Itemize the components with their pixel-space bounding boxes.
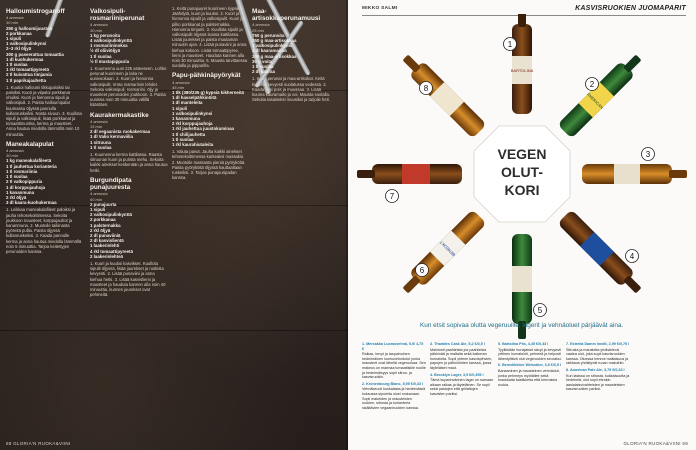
recipe-ingredient: 1 tl chilijauhetta	[172, 131, 206, 137]
recipe-servings: 4 annosta	[6, 148, 24, 154]
recipe-ingredient: 2 dl punaviiniä	[90, 232, 121, 238]
recipe-ingredient: 1 rkl jauhettua juustokuminaa	[172, 126, 234, 132]
recipe-column-4	[252, 4, 330, 102]
beer-note-title: 8. American Pale Ale, 3,79 €/0,33 l	[566, 367, 625, 372]
recipe-column-2	[90, 4, 168, 297]
recipe-column-1	[6, 4, 82, 254]
bottle-label-text: AMERICAN	[585, 91, 605, 111]
recipe-ingredient: 1 palsternakka	[90, 222, 121, 228]
recipe-ingredient: 1 sipuli	[6, 36, 22, 42]
recipe-ingredient: 2 rkl öljyä	[90, 227, 111, 233]
beer-bottle	[557, 50, 646, 139]
center-label-line-1: VEGEN	[497, 146, 547, 162]
beer-note-title: 2. Kronenbourg Blanc, 5,95 €/0,33 l	[362, 381, 424, 386]
bottle-number-badge	[504, 38, 517, 51]
recipe-title: Maa-artisokkaperunamuusi	[252, 8, 321, 23]
recipe-ingredient: 1 dl manteleita	[172, 100, 203, 106]
bottle-number-badge	[386, 190, 399, 203]
recipe-time: 60 min	[90, 196, 103, 202]
recipe-ingredient: 1 dl kauramaitoa	[252, 48, 287, 54]
recipe-ingredient: 1 tl jauhettua korianteria	[6, 163, 57, 169]
beer-note-body: Tämä kuparinvärinen lager on samaan aikaan raikas ja täyteläinen. Se sopii sekä pastojen että grillattujen kasvisten pariksi.	[430, 378, 494, 396]
recipe-ingredient: 250 g maa-artisokkaa	[252, 38, 297, 44]
recipe-servings: 4 annosta	[90, 22, 108, 28]
beer-note-body: Banaaninen ja mausteinen vehnäolut, jonka pehmeys myötäilee sekä maukkaita kastikkeita että kermaisia ruokia.	[498, 368, 560, 387]
recipe-servings: 4 annosta	[90, 191, 108, 197]
beer-note-body: Vehnäkeuoli kuskalasta ja hedelmäisiä kuksussa sipuleita oluel mukanaan. Sopii makeiden ja mausteisten ruokien, sitrusta ja korianteria sisältävien vegaaniruokien kanssa.	[362, 387, 426, 410]
recipe-ingredient: 30 g voita	[252, 58, 273, 64]
recipe-ingredient: 2 punajuurta	[90, 201, 117, 207]
recipe-ingredient: 1 dl kuohukermaa	[6, 56, 44, 62]
recipe-ingredient: 2 tl kuivattua timjamia	[6, 72, 52, 78]
recipe-method: 1. Leikkaa maneakalafileet paloiksi ja jauha tehosekoittimessa. Sekoita joukkoon mausteet, korppujauhot ja kananmuna. 2. Muotoile taikinasta pyöreitä pullia. Paista öljyssä kullanruskeiksi. 3. Kaada pannulle kerma ja anna hautua miedolla lämmöllä noin 5 minuuttia. Tarjoa keitettyjen perunoiden kanssa.	[6, 207, 82, 254]
recipe-ingredient: 1 tlk (380/235 g) kypsiä kikherneitä	[172, 90, 244, 96]
svg-text:2: 2	[589, 80, 595, 89]
beer-bottle	[357, 164, 462, 184]
recipe-ingredient: 2 rkl korppujauhoja	[172, 121, 213, 127]
recipe-ingredient: 1 kananmuna	[6, 189, 35, 195]
svg-text:5: 5	[537, 306, 543, 315]
recipe-servings: 4 annosta	[6, 15, 24, 21]
recipe-ingredient: 1 tl suolaa	[90, 53, 112, 59]
recipe-ingredient: 4 rkl tomaattipyreetä	[90, 248, 133, 254]
recipe-ingredient: 1 dl hasselpähkinöitä	[172, 95, 217, 101]
bottle-number-badge	[586, 78, 599, 91]
section-title: KASVISRUOKIEN JUOMAPARIT	[575, 5, 686, 12]
recipe-time: 25 min	[252, 27, 265, 33]
recipe-ingredient: 2 dl vegaanista ruokakermaa	[90, 129, 151, 135]
recipe-ingredient: 750 g perunoita	[252, 32, 285, 38]
recipe-ingredient: 1 sipuli	[172, 105, 188, 111]
recipe-ingredient: 300 g paseerattua tomaattia	[6, 51, 64, 57]
recipe-ingredient: 1 kg perunoita	[90, 32, 121, 38]
beer-note-body: Sitrusta ja mausteita yhdistelevä vaalea olut, joka sopii kasvisruokien kanssa. Oluessa hennot maltaisuus ja raikkaus yhdistyvät ruoan makuihin.	[566, 347, 629, 366]
beer-bottle	[398, 50, 486, 138]
recipe-ingredient: 1 tl suolaa	[252, 64, 274, 70]
recipe-title: Kaurakermakastike	[90, 111, 149, 119]
beer-note-title: 5. Bartolina Pils, 4,45 €/0,33 l	[498, 342, 549, 346]
beer-bottle-wheel	[348, 14, 696, 344]
recipe-ingredient: 2 dl kasvislientä	[90, 238, 124, 244]
recipe-time: 30 min	[6, 153, 19, 159]
recipe-ingredient: 2 dl kauraa	[252, 69, 275, 75]
recipe-time: 15 min	[90, 124, 103, 130]
recipe-ingredient: 1 tl rosmariinia	[6, 168, 38, 174]
recipe-ingredient: 1 tl suolaa	[172, 136, 194, 142]
beer-note-body: Kun lasissa on sitrusta, kukkaisuutta ja hedelmiä, olut sopii etenkin aasialaisvivahteisten ja mausteisten kasvisruokien pariksi.	[566, 373, 630, 392]
recipe-ingredient: 2–3 rkl öljyä	[6, 46, 32, 52]
svg-text:6: 6	[419, 266, 425, 275]
svg-text:3: 3	[645, 150, 651, 159]
recipe-method: 1. Kuumenna kerma kattilassa. Raasta sitruunan kuori ja purista mehu. Sekoita kaikki ainekset keskenään ja anna hautua hetki.	[90, 152, 168, 173]
recipe-ingredient: 1 dl Valio kermaviilia	[90, 134, 133, 140]
recipe-title: Maneakalapulat	[6, 140, 54, 148]
page-folio-right: GLORIA'N RUOKA&VIINI 69	[623, 441, 688, 446]
recipe-ingredient: 2 porkkanaa	[90, 217, 116, 223]
recipe-ingredient: 2 porkkanaa	[6, 30, 32, 36]
wood-plank-line	[0, 330, 348, 331]
beer-note-body: Mainiosti paahteista jos paahteisia pähkinää ja maltaita sekä katkeran humaloita. Sopii yhteen kasvispihvien, papujen ja pähkinöiden kanssa, jossa täyteläiset maut.	[430, 347, 493, 370]
author-name: MIKKO SALMI	[362, 6, 398, 11]
recipe-ingredient: 1 kg maneakalafileetä	[6, 158, 52, 164]
recipe-ingredient: 1 valkosipulinkynsi	[172, 110, 213, 116]
svg-text:4: 4	[629, 252, 635, 261]
recipe-ingredient: 1 sipuli	[90, 206, 106, 212]
recipe-method: 1. Kuutioi halloumi tikkupaloiksi tai paloiksi. Kuori ja viipaloi porkkanat ohuiksi. Kuori ja hienonna sipuli ja valkosipuli. 2. Paista halloumipalat kuumassa öljyssä pannulla kullanruskeiksi. Nosta sivuun. 3. Kuullota sipuli ja valkosipuli, lisää porkkanat ja tomaattimurska, kerma ja mausteet. Anna hautua miedolla lämmöllä noin 10 minuuttia.	[6, 84, 82, 137]
recipe-method: 1. Valuta pavut. Jauha kaikki ainekset tehosekoittimessa karkeaksi massaksi. 2. Muotoile massasta pieniä pyöryköitä. Paista pyöryköitä öljyssä kauttaaltaan ruskeiksi. 3. Tarjoa punajuuripadan kanssa.	[172, 149, 246, 181]
bottle-number-badge	[420, 82, 433, 95]
recipe-title: Valkosipuli-rosmariiniperunat	[90, 8, 145, 23]
recipe-ingredient: 1 valkosipulinkynsi	[252, 43, 293, 49]
recipe-ingredient: 1 tl suolaa	[90, 144, 112, 150]
beer-note-body: Tyylikkään hunajaiset sävyt ja kevyesti yrttinen humalointi, pehmeä ja helposti lähestyttävä olut vegeruokien seuraksi.	[498, 347, 562, 361]
beer-bottle	[511, 14, 534, 114]
recipe-ingredient: 3 dl kaura-kuohukermaa	[6, 200, 57, 206]
recipe-column-3	[172, 4, 248, 181]
recipe-ingredient: 1 rosmariininoksa	[90, 43, 128, 49]
beer-bottle	[398, 209, 487, 298]
beer-bottle	[582, 164, 687, 184]
recipe-ingredient: 1 laakerinlehti	[90, 243, 120, 249]
beer-note-title: 6. Benediktiner Weissbier, 3,5 €/0,5 l	[498, 363, 562, 368]
recipe-method: 1. Kuori ja kuutioi kasvikset. Kuullota sipulit öljyssä, lisää juurekset ja ruskista kevyesti. 2. Lisää punaviini ja anna kiehua hetki. 3. Lisää kasvisliemi ja mausteet ja hauduta kannen alla noin 40 minuuttia, kunnes juurekset ovat pehmeitä.	[90, 260, 166, 298]
recipe-ingredient: 1 tl paprikajauhetta	[6, 77, 47, 83]
recipe-time: 30 min	[6, 20, 19, 26]
bottle-label-text: BENEDIKT	[438, 239, 457, 258]
recipe-ingredient: 1 rkl kaurahiutaleita	[172, 142, 214, 148]
center-label-line-2: OLUT-	[501, 164, 543, 180]
caption-text: Kun etsit sopivaa olutta vegeruuille, lagerit ja vehnäoluet pärjäävät aina.	[420, 322, 624, 329]
recipe-ingredient: 4 valkosipulinkynttä	[90, 38, 132, 44]
right-page-beers	[348, 0, 696, 450]
recipe-time: 45 min	[172, 84, 185, 90]
beer-note-title: 1. Mersakka Luomuvehnä, 5,9/ 4,75 €	[362, 342, 424, 351]
svg-text:1: 1	[507, 40, 513, 49]
svg-text:7: 7	[389, 192, 395, 201]
recipe-ingredient: ½ tl mustapippuria	[90, 58, 130, 64]
recipe-time: 30 min	[90, 27, 103, 33]
recipe-ingredient: 1 tl suolaa	[6, 62, 28, 68]
bottle-number-badge	[534, 304, 547, 317]
svg-text:8: 8	[423, 84, 429, 93]
recipe-title: Burgundipata punajuuresta	[90, 176, 132, 192]
recipe-ingredient: 2 valkosipulinkynttä	[90, 212, 132, 218]
bottle-number-badge	[416, 264, 429, 277]
beer-notes-column-2	[430, 340, 494, 397]
beer-note-body: Raikas, kevyt ja taspainoinen hedelmäinen luomuvehnäolut jonka mausteet ovat lähellä vegeruokaa. Sen makeus on mannaa tomaattisille ruoille ja hedelmäisyys sopii sitrus- ja kasvisruokiin.	[362, 352, 426, 380]
recipe-servings: 4 annosta	[90, 118, 108, 124]
recipe-ingredient: 2 tl valkopippuria	[6, 179, 43, 185]
beer-notes-column-4	[566, 340, 630, 392]
beer-note-title: 7. Estrella Damm Inedit, 2,99 €/0,75 l	[566, 342, 630, 346]
center-label-line-3: KORI	[504, 182, 540, 198]
recipe-ingredient: ½ dl oliiviöljyä	[90, 48, 121, 54]
recipe-ingredient: 1 kananmuna	[172, 116, 201, 122]
beer-note-title: 3. Thwaites Cask Ale, 5,2 €/0,5 l	[430, 342, 485, 346]
recipe-ingredient: 1 valkosipulinkynsi	[6, 41, 47, 47]
recipe-ingredient: 2 laakerinlehteä	[90, 253, 123, 259]
bottle-label-text: BARTOLINA	[510, 68, 534, 73]
recipe-ingredient: 250 g halloumijuustoa	[6, 25, 53, 31]
recipe-ingredient: 1 tl suolaa	[6, 174, 28, 180]
recipe-ingredient: 1 dl korppujauhoja	[6, 184, 46, 190]
bottle-number-badge	[626, 250, 639, 263]
recipe-title: Halloumistroganoff	[6, 8, 65, 15]
recipe-ingredient: 1 rkl tomaattipyreetä	[6, 67, 49, 73]
bottle-number-badge	[642, 148, 655, 161]
recipe-ingredient: 1 sitruuna	[90, 139, 111, 145]
beer-notes-column-1	[362, 340, 426, 410]
recipe-method: 1. Keitä punajuuret kuorineen kypsiksi. Jäähdytä, kuori ja kuutioi. 2. Kuori ja hienonna sipulit ja valkosipulit. Kuori ja pilko porkkanat ja palsternakka. Hienonna timjami. 3. Kuullota sipulit ja valkosipulit öljyssä isossa kattilassa. Lisää juurekset ja paista muutaman minuutin ajan. 4. Lisää punaviini ja anna kiehua kokoon. Lisää tomaattipyree, liemi ja mausteet. Hauduta kannen alla noin 30 minuuttia. 5. Mausta tarvittaessa suolalla ja pippurilla.	[172, 6, 248, 69]
beer-notes-column-3	[498, 340, 562, 387]
recipe-servings: 4 annosta	[252, 22, 270, 28]
page-folio-left: 68 GLORIA'N RUOKA&VIINI	[6, 441, 71, 446]
recipe-method: 1. Kuumenna uuni 225 asteeseen. Lohko perunat kuorineen ja laita ne uunivuokaan. 2. Kuori ja hienonna valkosipulit. Irrota rosmariinin lehdet. Sekoita valkosipuli, rosmariini, öljy ja mausteet perunoiden joukkoon. 3. Paista uunissa noin 30 minuuttia välillä kääntäen.	[90, 66, 167, 108]
beer-note-title: 4. Brooklyn Lager, 3,9 €/0,355 l	[430, 372, 484, 377]
recipe-ingredient: 300 g maa-artisokkaa	[252, 53, 297, 59]
recipe-servings: 4 annosta	[172, 79, 190, 85]
recipe-ingredient: 2 rkl öljyä	[6, 194, 27, 200]
recipe-method: 1. Kuori perunat ja maa-artisokat. Keitä kypsiksi kevyesti suolatussa vedessä. 2. Kaada vesi pois ja muussaa. 3. Lisää kuuma kauramaito ja voi. Mausta suolalla. Sekoita tasaiseksi muusiksi ja tarjoile heti.	[252, 76, 330, 103]
recipe-title: Papu-pähkinäpyörykät	[172, 72, 241, 80]
